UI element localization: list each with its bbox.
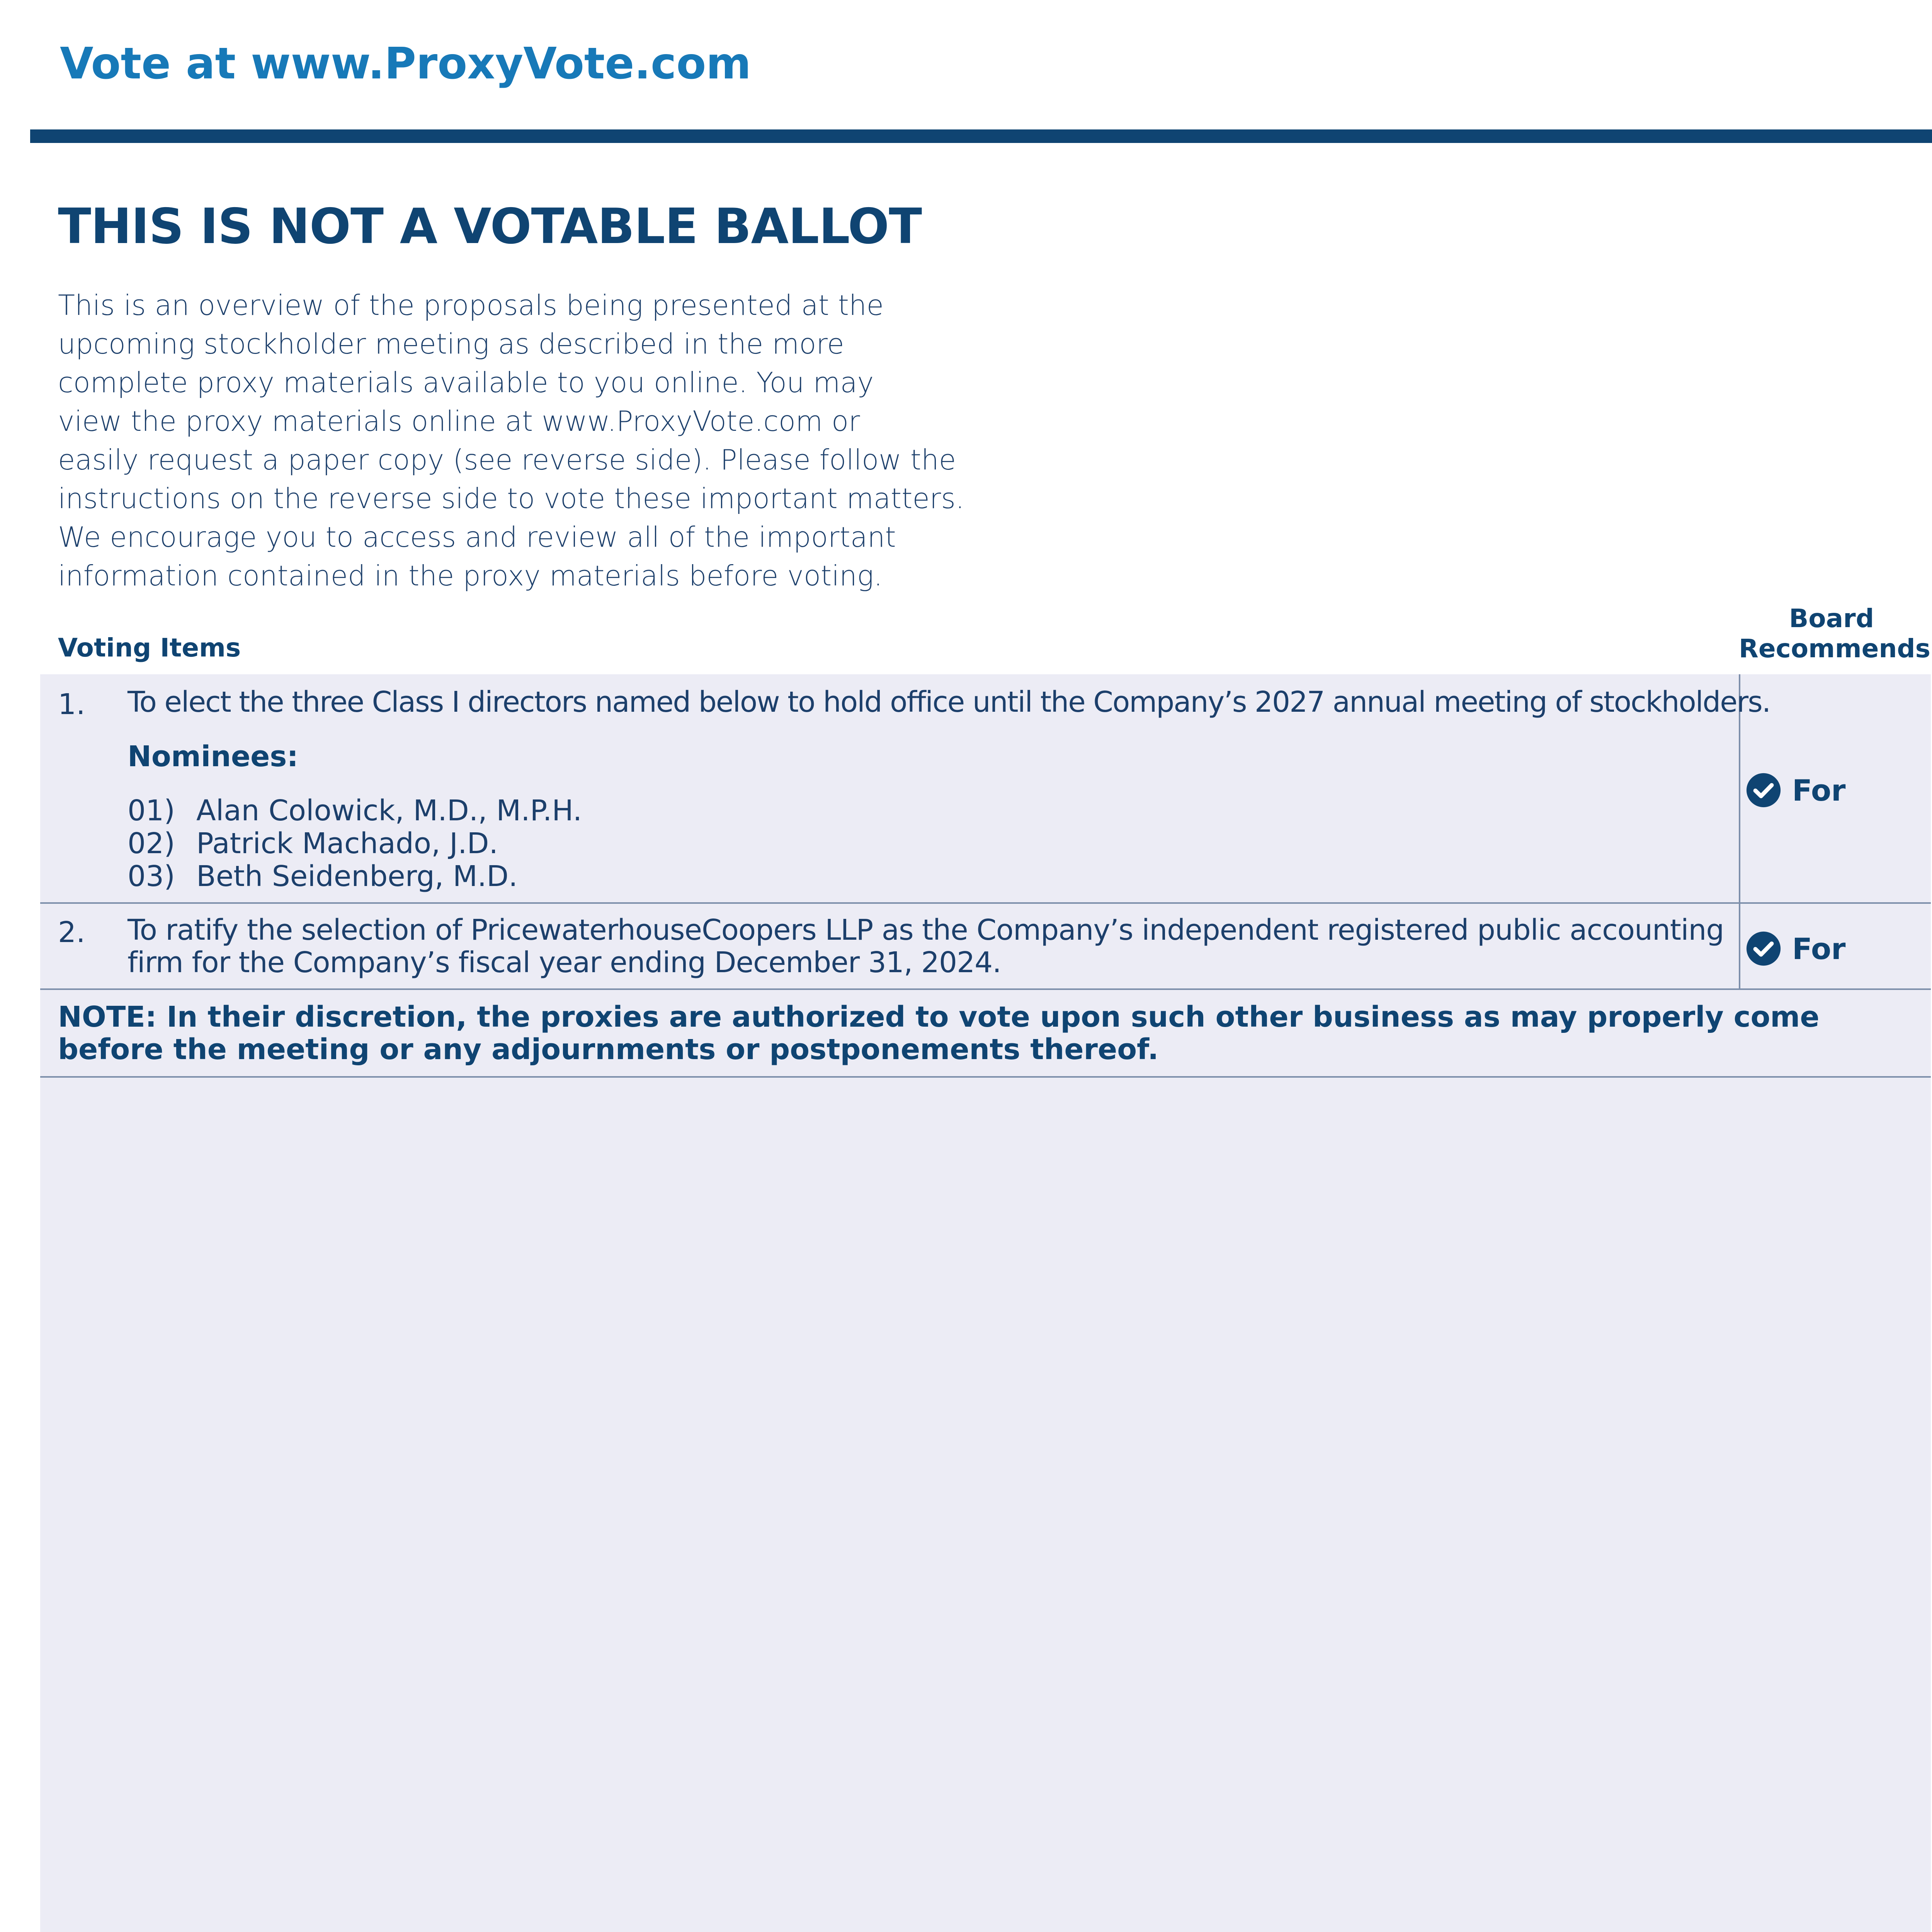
board-recommends-line: Recommends [1739,634,1930,663]
nominee-number: 01) [128,794,175,827]
row-divider [40,902,1931,904]
check-circle-icon [1746,772,1781,808]
intro-line: upcoming stockholder meeting as described in the more [58,328,844,360]
item-text [128,914,1724,979]
nominee-row [128,794,582,827]
nominee-row [128,827,498,860]
board-recommendation [1746,771,1846,810]
nominee-row [128,860,518,893]
nominees-label: Nominees: [128,740,298,773]
board-recommends-header [1739,604,1930,664]
intro-line: instructions on the reverse side to vote these important matters. [58,482,964,515]
note-line: before the meeting or any adjournments or postponements thereof. [58,1033,1159,1066]
check-circle-icon [1746,931,1781,966]
intro-line: easily request a paper copy (see reverse side). Please follow the [58,444,956,476]
intro-line: This is an overview of the proposals being presented at the [58,289,884,321]
intro-line: complete proxy materials available to you online. You may [58,366,874,399]
nominee-number: 02) [128,827,175,860]
item-text-line: firm for the Company’s fiscal year ending December 31, 2024. [128,946,1001,979]
intro-paragraph [58,286,985,595]
nominee-name: Beth Seidenberg, M.D. [196,860,518,893]
proxyvote-header-link[interactable]: Vote at www.ProxyVote.com [60,39,751,89]
nominee-name: Patrick Machado, J.D. [196,827,498,860]
intro-line: view the proxy materials online at www.ProxyVote.com or [58,405,860,437]
intro-line: information contained in the proxy materials before voting. [58,560,883,592]
header-divider-bar [30,129,1932,143]
page-title: THIS IS NOT A VOTABLE BALLOT [58,198,922,255]
item-text [128,686,1770,718]
column-divider [1739,674,1740,989]
voting-items-header: Voting Items [58,633,241,663]
note-line: NOTE: In their discretion, the proxies are authorized to vote upon such other business as may properly come [58,1000,1820,1034]
nominee-name: Alan Colowick, M.D., M.P.H. [196,794,582,827]
board-recommendation [1746,929,1846,968]
recommendation-label: For [1792,931,1846,966]
item-text-line: To ratify the selection of PricewaterhouseCoopers LLP as the Company’s independent registered public accounting [128,913,1724,947]
item-number: 1. [58,688,85,721]
item-number: 2. [58,916,85,949]
proxy-note [58,1000,1820,1066]
row-divider [40,988,1931,990]
nominee-number: 03) [128,860,175,893]
board-recommends-line: Board [1789,604,1874,633]
item-text-line: To elect the three Class I directors named below to hold office until the Company’s 2027 annual meeting of stockholders. [128,685,1770,719]
row-divider [40,1076,1931,1078]
recommendation-label: For [1792,773,1846,808]
intro-line: We encourage you to access and review all of the important [58,521,896,553]
